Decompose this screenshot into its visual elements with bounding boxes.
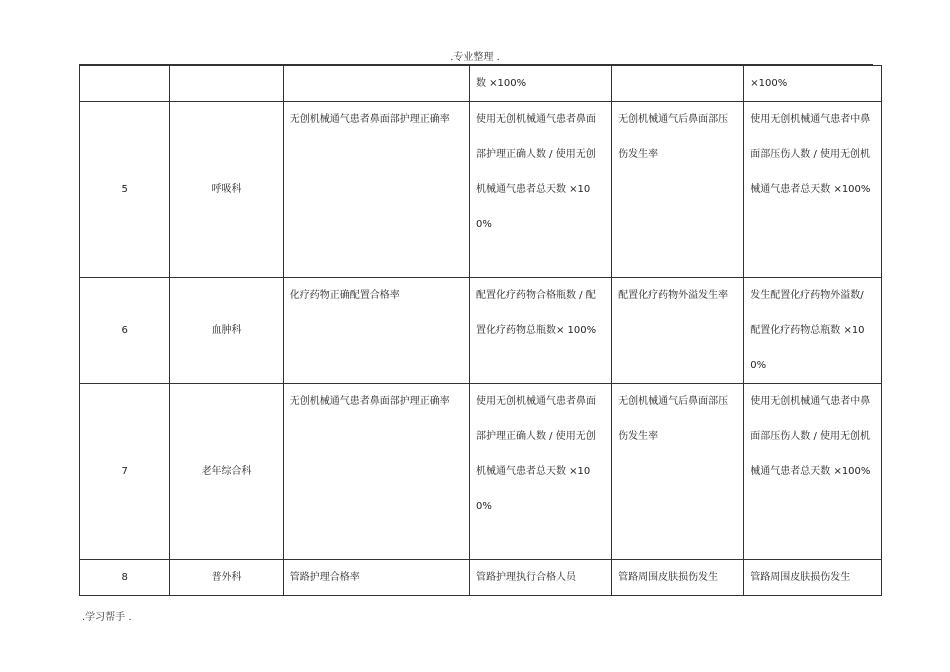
- indicator2-formula: 发生配置化疗药物外溢数/ 配置化疗药物总瓶数 ×100%: [744, 278, 882, 384]
- indicator-formula: 使用无创机械通气患者鼻面部护理正确人数 / 使用无创机械通气患者总天数 ×100%: [469, 384, 611, 560]
- indicator-formula: 配置化疗药物合格瓶数 / 配置化疗药物总瓶数× 100%: [469, 278, 611, 384]
- department: 普外科: [170, 560, 283, 596]
- row-number: [80, 66, 170, 102]
- indicator2-formula: 使用无创机械通气患者中鼻面部压伤人数 / 使用无创机械通气患者总天数 ×100%: [744, 102, 882, 278]
- page-footer: .学习帮手 .: [82, 612, 132, 623]
- row-number: 8: [80, 560, 170, 596]
- indicator2-name: 配置化疗药物外溢发生率: [612, 278, 744, 384]
- nursing-indicator-table: [79, 65, 882, 596]
- table-row: [80, 66, 882, 102]
- indicator-name: 无创机械通气患者鼻面部护理正确率: [283, 102, 469, 278]
- indicator-name: 管路护理合格率: [283, 560, 469, 596]
- indicator2-formula: 使用无创机械通气患者中鼻面部压伤人数 / 使用无创机械通气患者总天数 ×100%: [744, 384, 882, 560]
- indicator-name: 无创机械通气患者鼻面部护理正确率: [283, 384, 469, 560]
- table-row: [80, 278, 882, 384]
- table-row: [80, 560, 882, 596]
- row-number: 6: [80, 278, 170, 384]
- indicator-name: 化疗药物正确配置合格率: [283, 278, 469, 384]
- row-number: 5: [80, 102, 170, 278]
- indicator2-formula: 管路周围皮肤损伤发生: [744, 560, 882, 596]
- row-number: 7: [80, 384, 170, 560]
- department: 血肿科: [170, 278, 283, 384]
- indicator2-formula: ×100%: [744, 66, 882, 102]
- indicator2-name: 无创机械通气后鼻面部压伤发生率: [612, 102, 744, 278]
- indicator2-name: 管路周围皮肤损伤发生: [612, 560, 744, 596]
- department: 老年综合科: [170, 384, 283, 560]
- indicator-formula: 管路护理执行合格人员: [469, 560, 611, 596]
- table-row: [80, 384, 882, 560]
- indicator2-name: 无创机械通气后鼻面部压伤发生率: [612, 384, 744, 560]
- indicator-formula: 数 ×100%: [469, 66, 611, 102]
- page-header: .专业整理 .: [450, 52, 500, 63]
- indicator-formula: 使用无创机械通气患者鼻面部护理正确人数 / 使用无创机械通气患者总天数 ×100%: [469, 102, 611, 278]
- indicator2-name: [612, 66, 744, 102]
- table-row: [80, 102, 882, 278]
- department: 呼吸科: [170, 102, 283, 278]
- department: [170, 66, 283, 102]
- indicator-name: [283, 66, 469, 102]
